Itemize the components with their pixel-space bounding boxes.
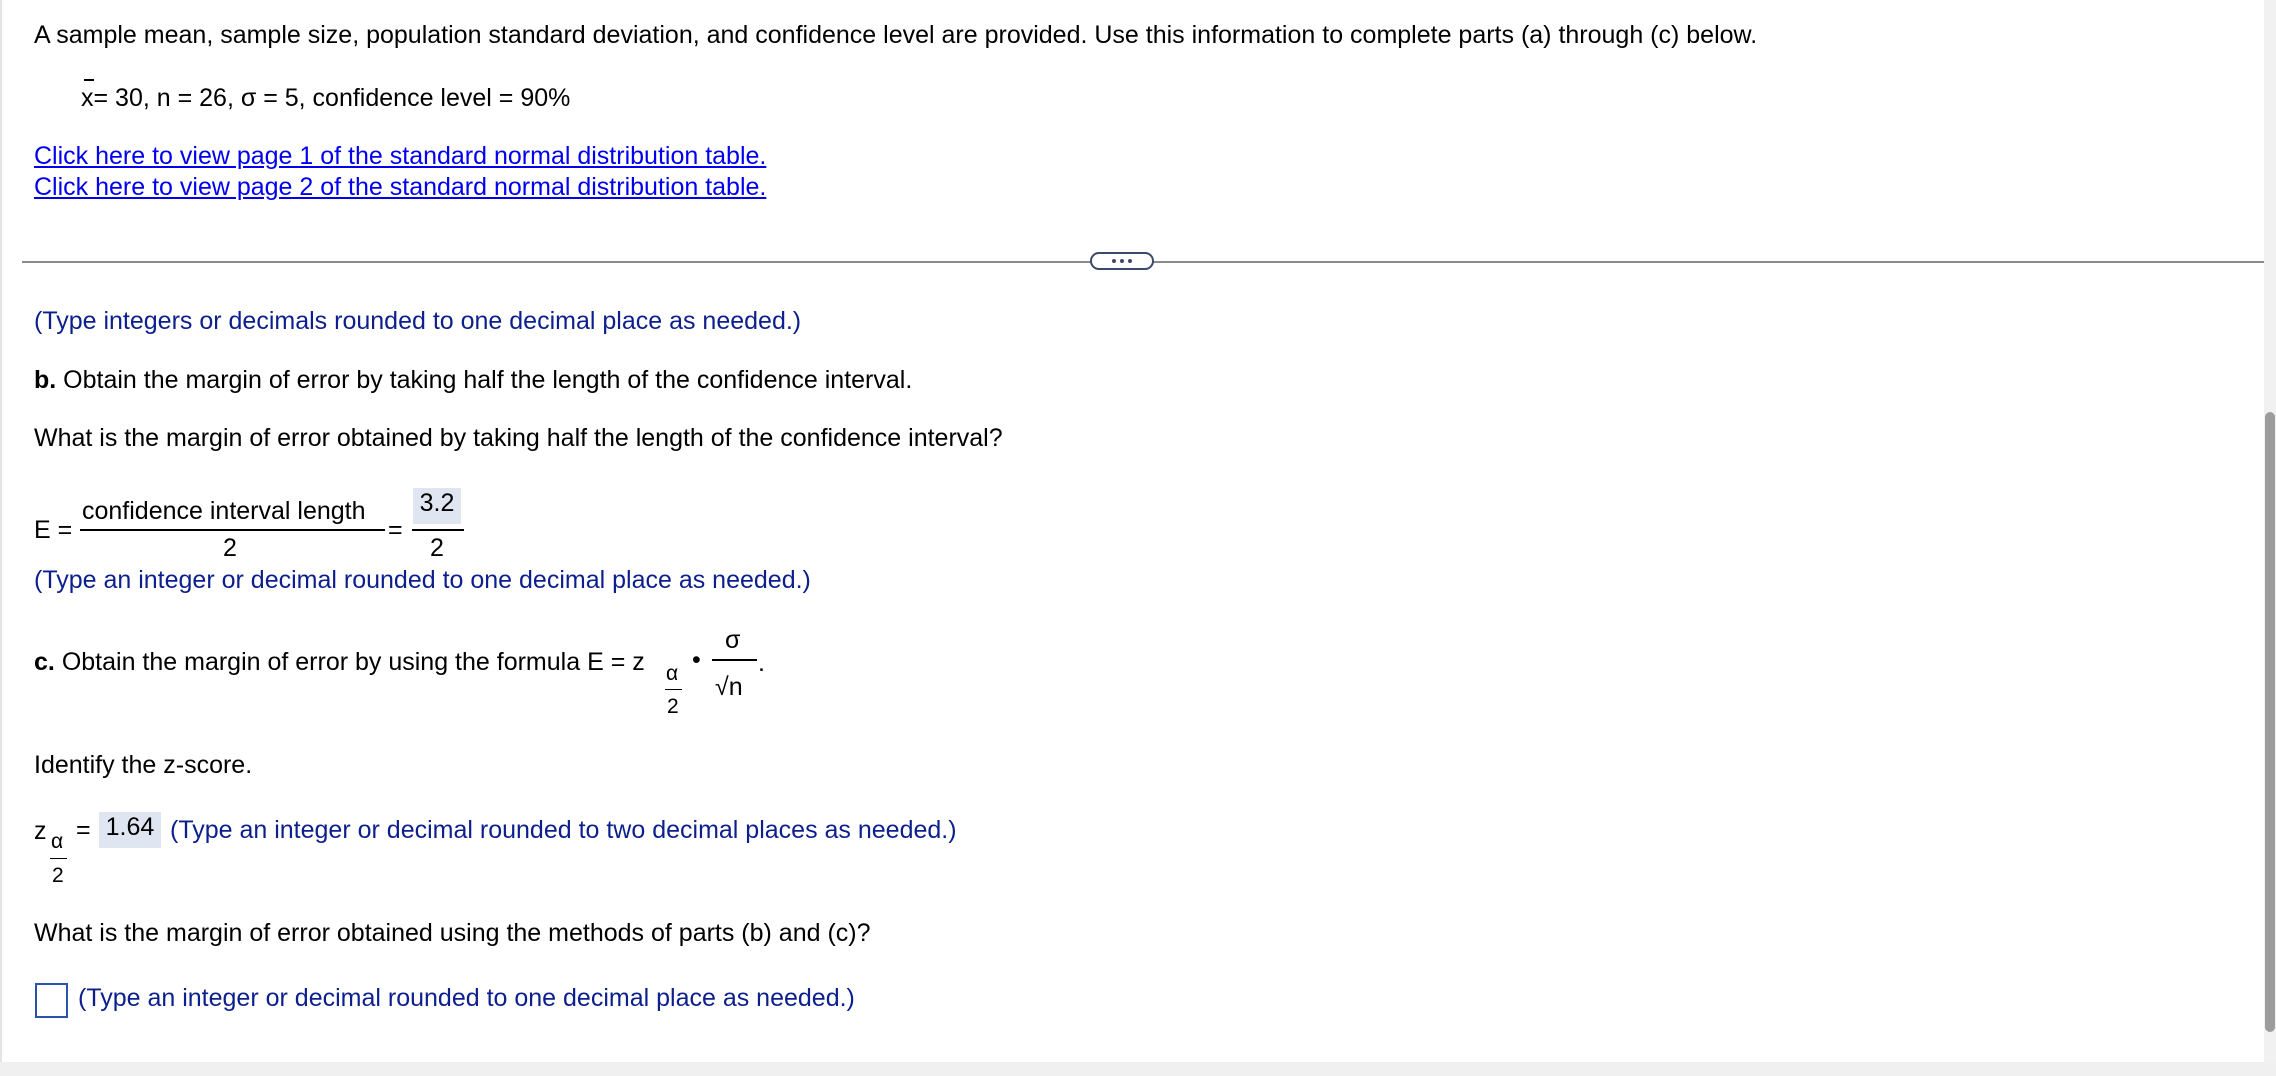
part-a-hint: (Type integers or decimals rounded to one decimal place as needed.) [34, 307, 802, 335]
formula-alpha: α [666, 662, 679, 685]
final-hint: (Type an integer or decimal rounded to one decimal place as needed.) [78, 984, 855, 1012]
z-symbol: z [34, 817, 47, 845]
formula-two: 2 [667, 695, 679, 718]
expand-more-button[interactable] [1090, 252, 1154, 270]
z-alpha: α [51, 830, 64, 853]
answer-fraction-bar [412, 529, 464, 531]
z-answer-box: 1.64 [99, 812, 161, 848]
formula-sqrt-n: √n [715, 673, 743, 701]
part-c-instruction [34, 647, 645, 677]
equals-sign: = [388, 516, 403, 544]
xbar-symbol: x [81, 83, 94, 113]
e-label: E = [34, 516, 73, 544]
more-dot-icon [1120, 259, 1124, 263]
z-alpha-bar [50, 858, 67, 859]
left-border [0, 0, 2, 1062]
vertical-scrollbar-thumb[interactable] [2265, 412, 2275, 1032]
part-b-hint: (Type an integer or decimal rounded to one decimal place as needed.) [34, 566, 811, 594]
identify-z-score: Identify the z-score. [34, 751, 253, 779]
answer-numerator-box: 3.2 [413, 488, 461, 524]
normal-table-page2-link[interactable]: Click here to view page 2 of the standard normal distribution table. [34, 173, 767, 201]
z-hint: (Type an integer or decimal rounded to two decimal places as needed.) [170, 816, 957, 844]
formula-fraction-bar [712, 659, 757, 661]
formula-period: . [758, 649, 765, 677]
formula-bullet: • [692, 646, 701, 674]
intro-text: A sample mean, sample size, population standard deviation, and confidence level are provided. Use this information to complete parts (a) through (c) below. [34, 21, 1758, 49]
given-rest: = 30, n = 26, σ = 5, confidence level = 90% [93, 84, 571, 112]
given-values [81, 83, 570, 113]
fraction-numerator: confidence interval length [82, 497, 366, 525]
more-dot-icon [1128, 259, 1132, 263]
fraction-bar [80, 529, 385, 531]
fraction-denominator: 2 [223, 534, 237, 562]
part-b-question: What is the margin of error obtained by taking half the length of the confidence interval? [34, 424, 1003, 452]
formula-alpha-bar [665, 689, 682, 690]
part-b-text: Obtain the margin of error by taking half the length of the confidence interval. [63, 366, 913, 394]
part-c-text: Obtain the margin of error by using the formula E = z [61, 648, 645, 676]
more-dot-icon [1112, 259, 1116, 263]
xbar-overline [84, 79, 94, 81]
part-b-instruction [34, 365, 912, 395]
part-b-label: b. [34, 366, 57, 394]
margin-of-error-input[interactable] [35, 983, 68, 1018]
part-c-label: c. [34, 648, 55, 676]
final-question: What is the margin of error obtained using the methods of parts (b) and (c)? [34, 919, 871, 947]
answer-denominator: 2 [430, 534, 444, 562]
formula-sigma: σ [725, 626, 741, 654]
z-two: 2 [52, 864, 64, 887]
bottom-bar [0, 1062, 2276, 1076]
normal-table-page1-link[interactable]: Click here to view page 1 of the standard normal distribution table. [34, 142, 767, 170]
z-equals: = [76, 816, 91, 844]
